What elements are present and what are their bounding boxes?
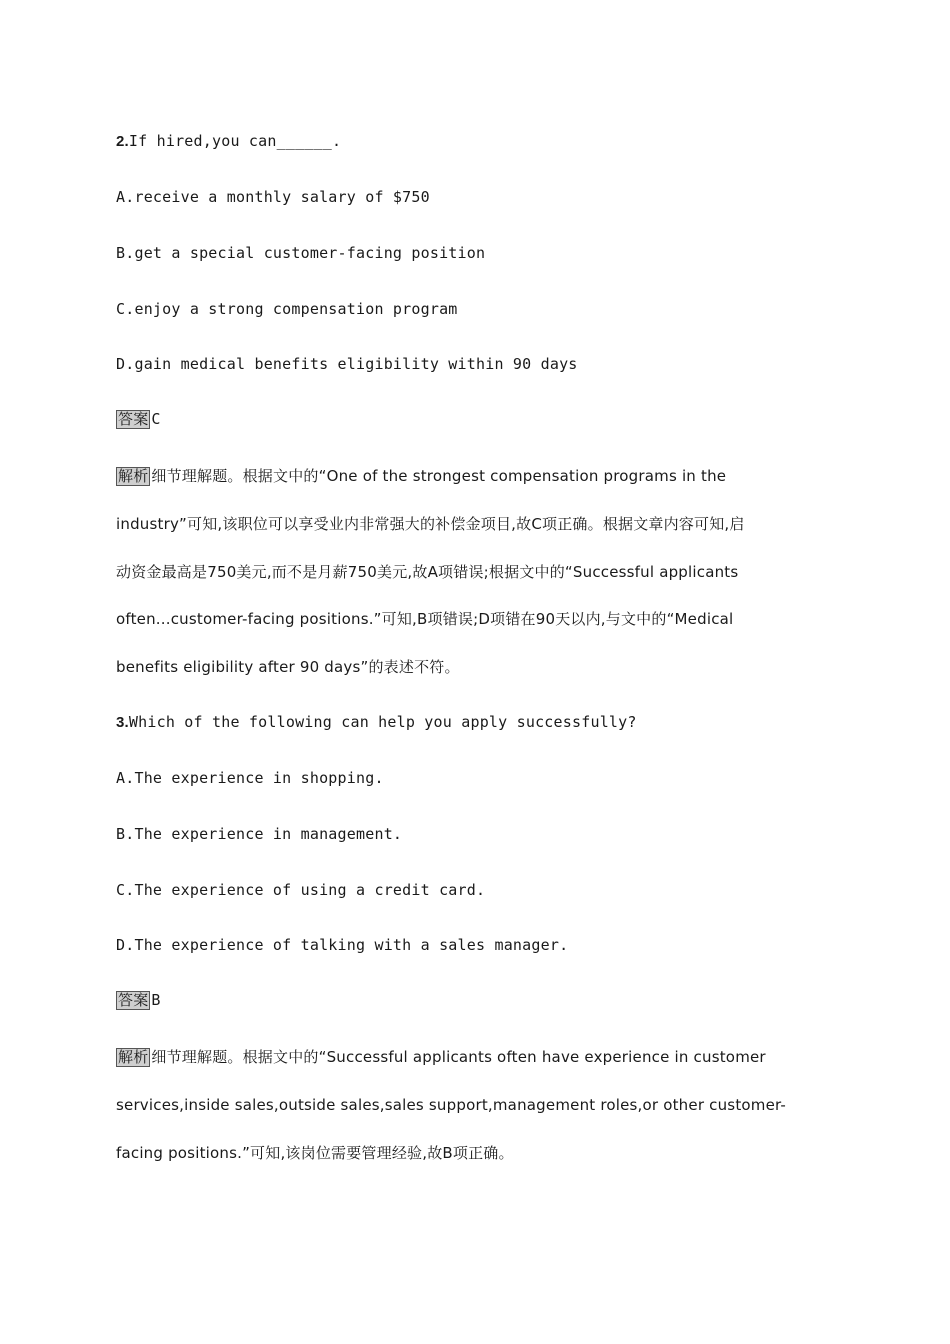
- option-c: C.The experience of using a credit card.: [116, 881, 486, 899]
- analysis-tag: 解析: [118, 1048, 149, 1066]
- option-b: B.get a special customer-facing position: [116, 244, 486, 262]
- option-a: A.receive a monthly salary of $750: [116, 188, 430, 206]
- answer-value: C: [151, 410, 161, 428]
- question-number: 3.: [116, 714, 129, 731]
- option-a: A.The experience in shopping.: [116, 769, 384, 787]
- analysis-text: 细节理解题。根据文中的“Successful applicants often have experience in customer: [151, 1048, 766, 1066]
- question-number: 2.: [116, 133, 129, 150]
- answer-line: [116, 990, 161, 1010]
- option-d: D.gain medical benefits eligibility within 90 days: [116, 355, 578, 373]
- analysis-text: facing positions.”可知,该岗位需要管理经验,故B项正确。: [116, 1144, 514, 1162]
- analysis-text: benefits eligibility after 90 days”的表述不符。: [116, 658, 460, 676]
- analysis-line: [116, 1047, 766, 1067]
- answer-tag: 答案: [118, 991, 149, 1009]
- analysis-line: [116, 466, 726, 486]
- analysis-text: services,inside sales,outside sales,sales support,management roles,or other customer-: [116, 1096, 787, 1114]
- question-2-stem: [116, 131, 341, 152]
- option-d: D.The experience of talking with a sales manager.: [116, 936, 569, 954]
- answer-tag: 答案: [118, 410, 149, 428]
- analysis-text: 细节理解题。根据文中的“One of the strongest compensation programs in the: [151, 467, 727, 485]
- question-text: If hired,you can______.: [128, 132, 342, 150]
- option-c: C.enjoy a strong compensation program: [116, 300, 458, 318]
- analysis-text: 动资金最高是750美元,而不是月薪750美元,故A项错误;根据文中的“Successful applicants: [116, 563, 739, 581]
- question-text: Which of the following can help you apply successfully?: [128, 713, 637, 731]
- question-3-stem: [116, 712, 637, 733]
- analysis-text: industry”可知,该职位可以享受业内非常强大的补偿金项目,故C项正确。根据文章内容可知,启: [116, 515, 745, 533]
- analysis-tag: 解析: [118, 467, 149, 485]
- answer-value: B: [151, 991, 161, 1009]
- option-b: B.The experience in management.: [116, 825, 403, 843]
- answer-line: [116, 409, 161, 429]
- analysis-text: often...customer-facing positions.”可知,B项错误;D项错在90天以内,与文中的“Medical: [116, 610, 734, 628]
